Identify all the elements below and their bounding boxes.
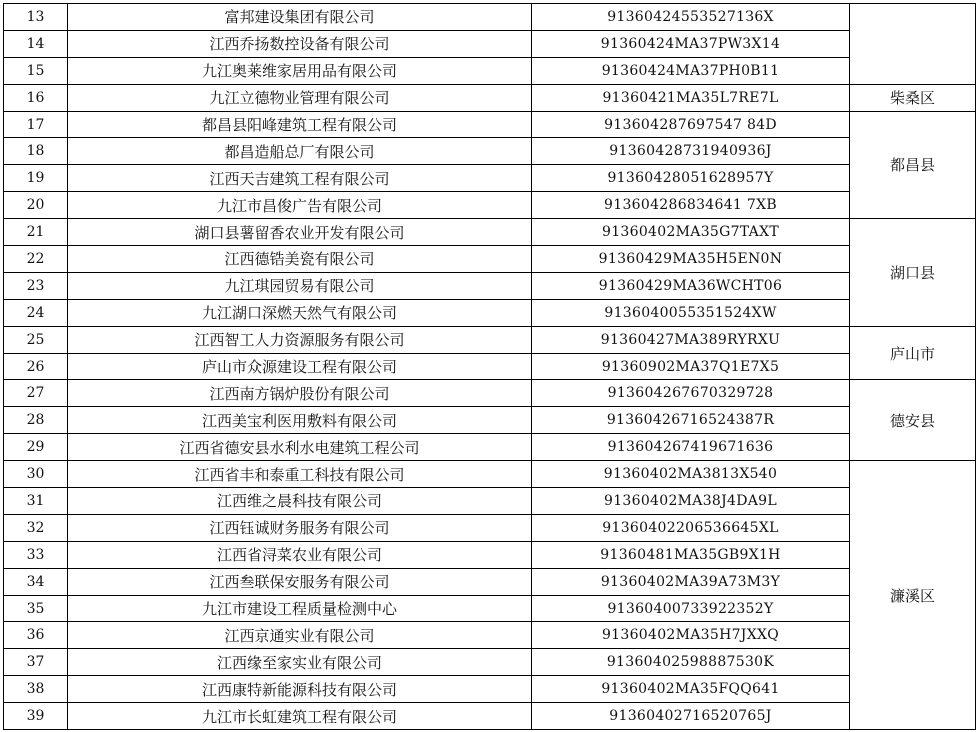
table-row xyxy=(4,541,976,568)
credit-code: 91360429MA35H5EN0N xyxy=(532,246,850,273)
company-name: 富邦建设集团有限公司 xyxy=(68,4,532,31)
company-name: 江西京通实业有限公司 xyxy=(68,622,532,649)
row-index: 36 xyxy=(4,622,68,649)
row-index: 23 xyxy=(4,272,68,299)
table-row xyxy=(4,461,976,488)
company-name: 江西智工人力资源服务有限公司 xyxy=(68,326,532,353)
district-cell: 柴桑区 xyxy=(850,84,976,111)
credit-code: 913604245535271З6X xyxy=(532,4,850,31)
credit-code: 91360400733922352Y xyxy=(532,595,850,622)
district-cell: 德安县 xyxy=(850,380,976,461)
district-cell: 都昌县 xyxy=(850,111,976,219)
credit-code: 9136040055351524XW xyxy=(532,299,850,326)
table-row xyxy=(4,138,976,165)
credit-code: 91360402598887530K xyxy=(532,649,850,676)
company-name: 江西缘至家实业有限公司 xyxy=(68,649,532,676)
credit-code: 91360402MA38J4DA9L xyxy=(532,488,850,515)
table-row xyxy=(4,703,976,730)
company-name: 都昌造船总厂有限公司 xyxy=(68,138,532,165)
company-name: 江西天吉建筑工程有限公司 xyxy=(68,165,532,192)
credit-code: 913604267670329728 xyxy=(532,380,850,407)
table-row xyxy=(4,272,976,299)
table-row xyxy=(4,676,976,703)
table-row xyxy=(4,434,976,461)
row-index: 32 xyxy=(4,514,68,541)
company-name: 江西康特新能源科技有限公司 xyxy=(68,676,532,703)
credit-code: 91360429MA36WCHT06 xyxy=(532,272,850,299)
company-name: 江西省德安县水利水电建筑工程公司 xyxy=(68,434,532,461)
credit-code: 91360402206536645XL xyxy=(532,514,850,541)
row-index: 14 xyxy=(4,30,68,57)
row-index: 30 xyxy=(4,461,68,488)
company-name: 庐山市众源建设工程有限公司 xyxy=(68,353,532,380)
row-index: 24 xyxy=(4,299,68,326)
table-row xyxy=(4,111,976,138)
row-index: 13 xyxy=(4,4,68,31)
row-index: 26 xyxy=(4,353,68,380)
row-index: 31 xyxy=(4,488,68,515)
credit-code: 91360428051628957Y xyxy=(532,165,850,192)
company-name: 九江市建设工程质量检测中心 xyxy=(68,595,532,622)
credit-code: 91360402MA35G7TAXT xyxy=(532,219,850,246)
table-row xyxy=(4,84,976,111)
credit-code: 91360424MA37PW3X14 xyxy=(532,30,850,57)
row-index: 21 xyxy=(4,219,68,246)
company-name: 江西德锆美瓷有限公司 xyxy=(68,246,532,273)
table-row xyxy=(4,57,976,84)
table-row xyxy=(4,353,976,380)
row-index: 20 xyxy=(4,192,68,219)
company-name: 江西省浔菜农业有限公司 xyxy=(68,541,532,568)
credit-code: 91360424MA37PH0B11 xyxy=(532,57,850,84)
table-row xyxy=(4,595,976,622)
credit-code: 913604267419671636 xyxy=(532,434,850,461)
enterprise-table xyxy=(3,3,976,730)
company-name: 九江立德物业管理有限公司 xyxy=(68,84,532,111)
district-cell: 庐山市 xyxy=(850,326,976,380)
row-index: 38 xyxy=(4,676,68,703)
credit-code: 913604287697547 84D xyxy=(532,111,850,138)
table-row xyxy=(4,622,976,649)
table-row xyxy=(4,326,976,353)
credit-code: 91360402MA35FQQ641 xyxy=(532,676,850,703)
table-row xyxy=(4,246,976,273)
row-index: 18 xyxy=(4,138,68,165)
credit-code: 91360902MA37Q1E7X5 xyxy=(532,353,850,380)
company-name: 都昌县阳峰建筑工程有限公司 xyxy=(68,111,532,138)
table-row xyxy=(4,649,976,676)
row-index: 28 xyxy=(4,407,68,434)
company-name: 九江琪园贸易有限公司 xyxy=(68,272,532,299)
table-row xyxy=(4,30,976,57)
credit-code: 913604286834641 7XB xyxy=(532,192,850,219)
company-name: 九江市昌俊广告有限公司 xyxy=(68,192,532,219)
row-index: 17 xyxy=(4,111,68,138)
company-name: 九江奥莱维家居用品有限公司 xyxy=(68,57,532,84)
table-row xyxy=(4,4,976,31)
district-cell: 湖口县 xyxy=(850,219,976,327)
row-index: 37 xyxy=(4,649,68,676)
row-index: 22 xyxy=(4,246,68,273)
table-row xyxy=(4,407,976,434)
credit-code: 91360481MA35GB9X1H xyxy=(532,541,850,568)
company-name: 江西叁联保安服务有限公司 xyxy=(68,568,532,595)
credit-code: 91360402MA39A73M3Y xyxy=(532,568,850,595)
row-index: 19 xyxy=(4,165,68,192)
credit-code: 91360402MA35H7JXXQ xyxy=(532,622,850,649)
row-index: 16 xyxy=(4,84,68,111)
company-name: 江西省丰和泰重工科技有限公司 xyxy=(68,461,532,488)
credit-code: 91360427MA389RYRXU xyxy=(532,326,850,353)
table-row xyxy=(4,488,976,515)
credit-code: 91360421MA35L7RE7L xyxy=(532,84,850,111)
credit-code: 91360402MA3813X540 xyxy=(532,461,850,488)
table-row xyxy=(4,165,976,192)
row-index: 29 xyxy=(4,434,68,461)
company-name: 江西乔扬数控设备有限公司 xyxy=(68,30,532,57)
row-index: 34 xyxy=(4,568,68,595)
table-row xyxy=(4,299,976,326)
table-row xyxy=(4,568,976,595)
table-row xyxy=(4,380,976,407)
table-row xyxy=(4,219,976,246)
row-index: 35 xyxy=(4,595,68,622)
table-row xyxy=(4,514,976,541)
district-cell: 濂溪区 xyxy=(850,461,976,730)
company-name: 江西南方锅炉股份有限公司 xyxy=(68,380,532,407)
district-cell xyxy=(850,4,976,85)
company-name: 湖口县薯留香农业开发有限公司 xyxy=(68,219,532,246)
row-index: 33 xyxy=(4,541,68,568)
company-name: 江西美宝利医用敷料有限公司 xyxy=(68,407,532,434)
row-index: 27 xyxy=(4,380,68,407)
company-name: 江西维之晨科技有限公司 xyxy=(68,488,532,515)
row-index: 39 xyxy=(4,703,68,730)
table-row xyxy=(4,192,976,219)
company-name: 九江湖口深燃天然气有限公司 xyxy=(68,299,532,326)
credit-code: 91360426716524387R xyxy=(532,407,850,434)
row-index: 25 xyxy=(4,326,68,353)
credit-code: 91360428731940936J xyxy=(532,138,850,165)
company-name: 江西钰诚财务服务有限公司 xyxy=(68,514,532,541)
credit-code: 91360402716520765J xyxy=(532,703,850,730)
row-index: 15 xyxy=(4,57,68,84)
company-name: 九江市长虹建筑工程有限公司 xyxy=(68,703,532,730)
